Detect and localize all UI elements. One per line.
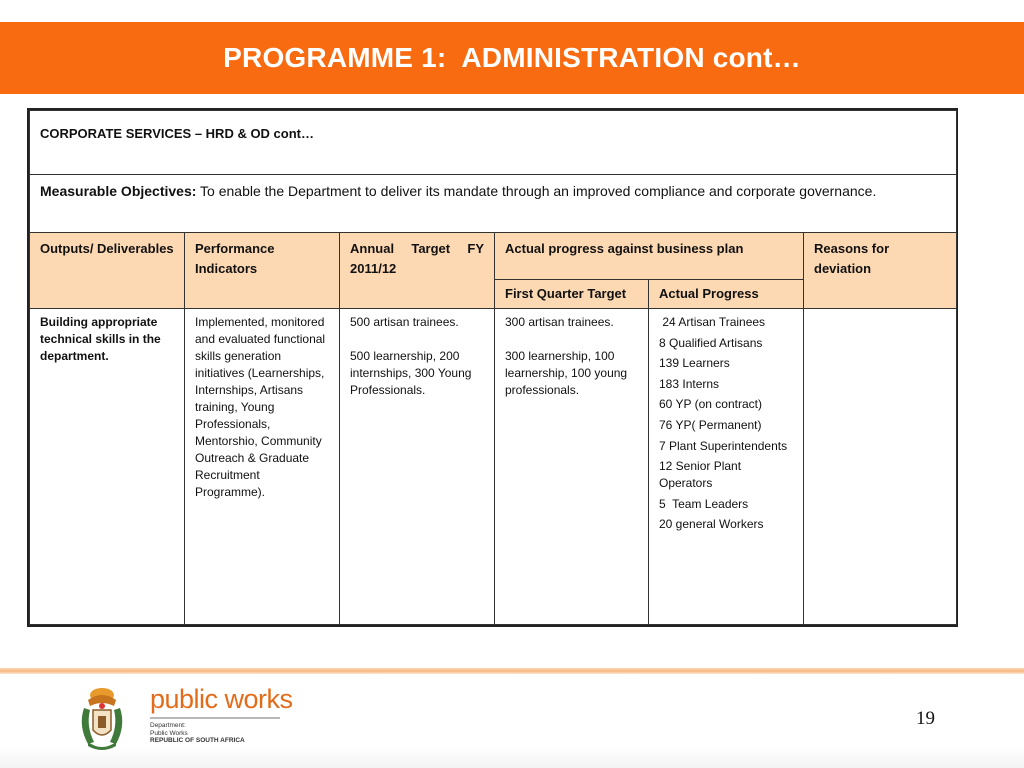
objective-text: To enable the Department to deliver its mandate through an improved compliance and corporate governance. bbox=[196, 183, 877, 199]
logo-sub-line: Department: bbox=[150, 722, 186, 729]
progress-item: 5 Team Leaders bbox=[659, 496, 749, 511]
cell-actual-progress bbox=[649, 309, 804, 625]
progress-item: 24 Artisan Trainees bbox=[659, 315, 766, 329]
progress-item: 20 general Workers bbox=[659, 517, 764, 532]
section-title: CORPORATE SERVICES – HRD & OD cont… bbox=[40, 126, 314, 141]
cell-first-quarter-target bbox=[495, 309, 649, 625]
title-bar bbox=[0, 22, 1024, 94]
header-actual-progress-group: Actual progress against business plan bbox=[495, 233, 804, 280]
header-reasons: Reasons for deviation bbox=[804, 233, 957, 309]
header-first-quarter-target: First Quarter Target bbox=[495, 280, 649, 309]
progress-item: 12 Senior Plant Operators bbox=[659, 459, 742, 491]
logo-text: public works bbox=[150, 684, 293, 714]
header-outputs: Outputs/ Deliverables bbox=[30, 233, 185, 309]
slide-title: PROGRAMME 1: ADMINISTRATION cont… bbox=[223, 42, 801, 73]
annual-target-line: 500 learnership, 200 internships, 300 Young Professionals. bbox=[350, 349, 472, 397]
page-number: 19 bbox=[916, 708, 935, 729]
header-annual-target: Annual Target FY 2011/12 bbox=[340, 233, 495, 309]
first-quarter-line: 300 artisan trainees. bbox=[505, 315, 614, 329]
progress-item: 76 YP( Permanent) bbox=[659, 417, 762, 432]
cell-reasons bbox=[804, 309, 957, 625]
logo-sub-line: REPUBLIC OF SOUTH AFRICA bbox=[150, 737, 245, 744]
cell-output: Building appropriate technical skills in the department. bbox=[30, 309, 185, 625]
progress-item: 183 Interns bbox=[659, 376, 720, 391]
cell-indicator: Implemented, monitored and evaluated functional skills generation initiatives (Learnerships, Internships, Artisans training, Young Professionals, Mentorshio, Community Outreach & Graduate Recruitment Programme). bbox=[185, 309, 340, 625]
public-works-logo bbox=[150, 684, 293, 745]
progress-item: 139 Learners bbox=[659, 356, 730, 371]
progress-item: 60 YP (on contract) bbox=[659, 397, 762, 412]
header-indicators: Performance Indicators bbox=[185, 233, 340, 309]
logo-divider bbox=[150, 717, 280, 719]
footer-band bbox=[0, 748, 1024, 768]
progress-item: 7 Plant Superintendents bbox=[659, 438, 788, 453]
section-title-cell bbox=[30, 111, 957, 175]
header-actual-progress: Actual Progress bbox=[649, 280, 804, 309]
footer-divider bbox=[0, 668, 1024, 674]
progress-item: 8 Qualified Artisans bbox=[659, 335, 763, 350]
progress-table bbox=[27, 108, 958, 627]
objective-label: Measurable Objectives: bbox=[40, 183, 197, 199]
logo-sub-line: Public Works bbox=[150, 729, 188, 737]
coat-of-arms-icon bbox=[74, 686, 130, 752]
first-quarter-line: 300 learnership, 100 learnership, 100 young professionals. bbox=[505, 349, 628, 397]
objective-cell bbox=[30, 175, 957, 233]
cell-annual-target bbox=[340, 309, 495, 625]
annual-target-line: 500 artisan trainees. bbox=[350, 315, 459, 329]
